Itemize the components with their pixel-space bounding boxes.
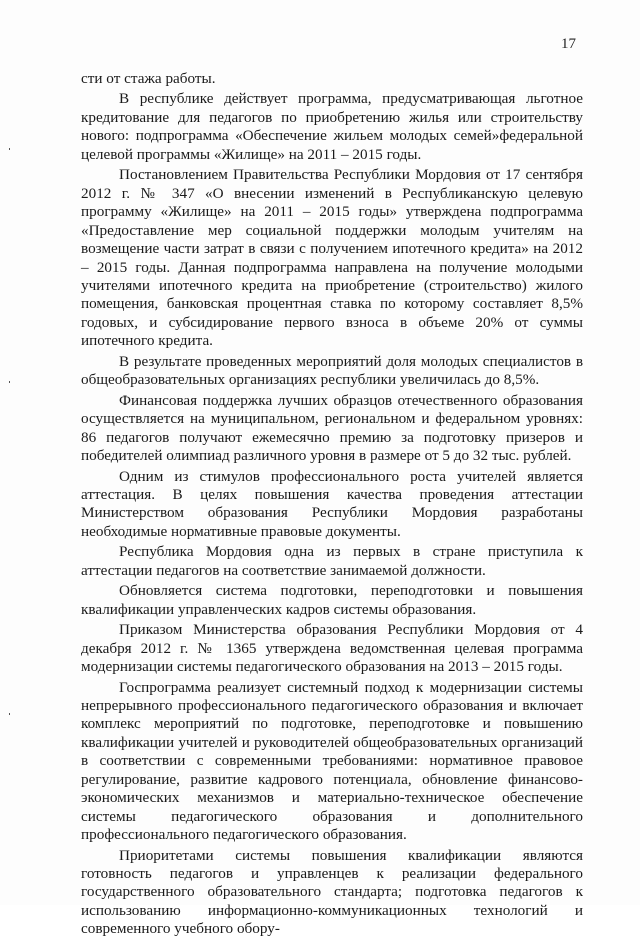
paragraph-continuation: сти от стажа работы. [81,70,216,87]
paragraph-state-program: Госпрограмма реализует системный подход к модернизации системы непрерывного профессионального педагогического образования и включает комплекс мероприятий по подготовке, переподготовке и повышению квалификации учителей и руководителей общеобразовательных организаций в соответствии с современными требованиями: нормативное правовое регулирование, развитие кадрового потенциала, обновление финансово-экономических механизмов и материально-техническое обеспечение системы педагогического образования и дополнительного профессионального педагогического образования. [81,678,583,844]
body-text [81,70,583,939]
scan-artifact [9,381,10,383]
scan-artifact [9,713,10,715]
paragraph-housing-program: В республике действует программа, предусматривающая льготное кредитование для педагогов по приобретению жилья или строительству нового: подпрограмма «Обеспечение жильем молодых семей»федеральной целевой программы «Жилище» на 2011 – 2015 годы. [81,90,583,163]
paragraph-management-training: Обновляется система подготовки, переподготовки и повышения квалификации управленческих кадров системы образования. [81,582,583,618]
page-number: 17 [561,36,576,52]
paragraph-attestation-first: Республика Мордовия одна из первых в стране приступила к аттестации педагогов на соответствие занимаемой должности. [81,543,583,579]
scan-artifact [9,148,10,150]
paragraph-ministry-order: Приказом Министерства образования Республики Мордовия от 4 декабря 2012 г. № 1365 утверждена ведомственная целевая программа модернизации системы педагогического образования на 2013 – 2015 годы. [81,621,583,676]
paragraph-financial-support: Финансовая поддержка лучших образцов отечественного образования осуществляется на муниципальном, региональном и федеральном уровнях: 86 педагогов получают ежемесячно премию за подготовку призеров и победителей олимпиад различного уровня в размере от 5 до 32 тыс. рублей. [81,391,583,465]
paragraph-priorities: Приоритетами системы повышения квалификации являются готовность педагогов и управленцев к реализации федерального государственного образовательного стандарта; подготовка педагогов к использованию информационно-коммуникационных технологий и современного учебного обору- [81,846,583,938]
paragraph-attestation: Одним из стимулов профессионального роста учителей является аттестация. В целях повышения качества проведения аттестации Министерством образования Республики Мордовия разработаны необходимые нормативные правовые документы. [81,467,583,540]
paragraph-government-resolution: Постановлением Правительства Республики Мордовия от 17 сентября 2012 г. № 347 «О внесении изменений в Республиканскую целевую программу «Жилище» на 2011 – 2015 годы» утверждена подпрограмма «Предоставление мер социальной поддержки молодым учителям на возмещение части затрат в связи с получением ипотечного кредита» на 2012 – 2015 годы. Данная подпрограмма направлена на получение молодыми учителями ипотечного кредита на приобретение (строительство) жилого помещения, банковская процентная ставка по которому составляет 8,5% годовых, и субсидирование первого взноса в объеме 20% от суммы ипотечного кредита. [81,166,583,350]
paragraph-young-specialists: В результате проведенных мероприятий доля молодых специалистов в общеобразовательных организациях республики увеличилась до 8,5%. [81,352,583,389]
